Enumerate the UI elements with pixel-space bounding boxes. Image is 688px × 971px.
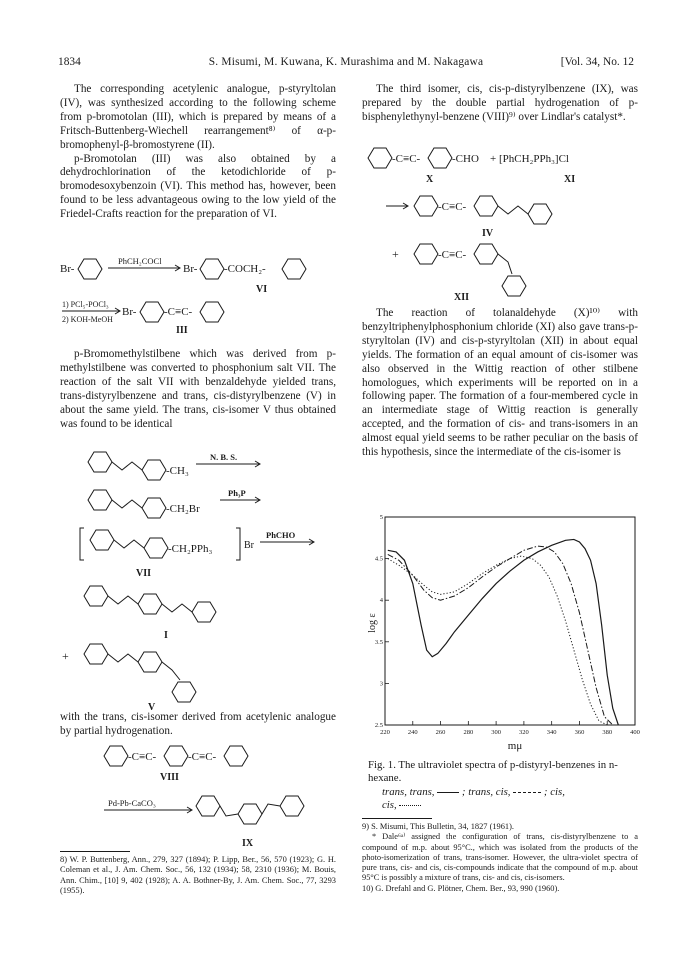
caption-legend: [368, 786, 636, 813]
benzene-ring: [200, 259, 224, 279]
reagent-ph3p: Ph₃P: [228, 488, 246, 498]
label-IX: IX: [242, 838, 254, 849]
plot-area-border: [385, 517, 635, 725]
reagent-phch2cocl: PhCH₂COCl: [118, 256, 162, 266]
label-VII: VII: [136, 568, 152, 579]
benzene-ring: [90, 530, 114, 550]
vinylene-bond: [498, 206, 528, 214]
benzene-ring: [414, 244, 438, 264]
paragraph-phosphonium: p-Bromomethylstilbene which was derived from p-methylstilbene was converted to phosphonium salt VII. The reaction of the salt VII with benzaldehyde yielded trans, trans-distyrylbenzene and trans, cis-distyrylbenzene (V) in about the same yield. The trans, cis-isomer V thus obtained was found to be identical: [60, 348, 336, 430]
series-line-dash-dot: [388, 546, 613, 725]
label-III: III: [176, 325, 188, 336]
benzene-ring: [164, 746, 188, 766]
scheme-cis-cis: [60, 742, 336, 850]
benzene-ring: [414, 196, 438, 216]
benzene-ring: [528, 204, 552, 224]
left-intro-text: [60, 83, 336, 222]
benzene-ring: [84, 586, 108, 606]
chart-frame: [385, 517, 635, 725]
triple-bond-group: -C≡C-: [128, 751, 157, 763]
paragraph-styryltolan: The corresponding acetylenic analogue, p-styryltolan (IV), was synthesized according to the following scheme from p-bromotolan (III), which is prepared by means of a Fritsch-Buttenberg-Wiechell rearrangement⁸⁾ of α-p-bromophenyl-β-bromostyrene (II).: [60, 83, 336, 151]
benzene-ring: [474, 196, 498, 216]
running-header: [58, 56, 634, 74]
vinylene-bond: [162, 604, 192, 612]
footnote-9: 9) S. Misumi, This Bulletin, 34, 1827 (1961).: [362, 822, 514, 831]
reagent-lindlar: Pd-Pb-CaCO₃: [108, 798, 156, 808]
vinylene-bond: [108, 654, 138, 662]
scheme-tolanaldehyde: [362, 144, 638, 302]
benzene-ring: [238, 804, 262, 824]
salt-bracket-left: [80, 528, 84, 560]
label-V: V: [148, 702, 156, 713]
benzene-ring: [140, 302, 164, 322]
label-XI: XI: [564, 174, 576, 185]
benzene-ring: [78, 259, 102, 279]
page-number: 1834: [58, 56, 81, 68]
legend-solid-line: [437, 792, 459, 793]
label-XII: XII: [454, 292, 470, 303]
benzene-ring: [192, 602, 216, 622]
legend-trans-trans: trans, trans,: [382, 785, 435, 798]
paragraph-bromotolan: p-Bromotolan (III) was also obtained by a dehydrochlorination of the ketodichloride of p-bromodesoxybenzoin (VI). This method has, however, been found to be less advantageous owing to the low yield of the Friedel-Crafts reaction for the preparation of VI.: [60, 152, 336, 221]
salt-bracket-right: [236, 528, 240, 560]
benzene-ring: [138, 594, 162, 614]
scheme-bromotolan: [60, 254, 336, 334]
cis-vinylene-bond: [162, 662, 180, 680]
series-line-dotted: [388, 556, 607, 725]
benzene-ring: [138, 652, 162, 672]
left-middle-text: [60, 348, 336, 431]
label-VI: VI: [256, 284, 268, 295]
x-tick-label: 400: [630, 729, 640, 736]
figure-caption: [368, 759, 636, 813]
y-tick-label: 3.5: [374, 638, 383, 646]
x-tick-label: 360: [574, 729, 585, 736]
y-tick-label: 4: [379, 597, 383, 605]
cis-vinylene-bond: [262, 804, 280, 814]
benzene-ring: [282, 259, 306, 279]
footnote-rule-left: [60, 851, 130, 852]
cis-vinylene-bond: [220, 806, 238, 816]
label-X: X: [426, 174, 434, 185]
coch2-group: -COCH₂-: [224, 263, 266, 275]
x-tick-label: 240: [407, 729, 418, 736]
benzene-ring: [224, 746, 248, 766]
vinylene-bond: [114, 540, 144, 548]
right-intro-text: [362, 83, 638, 125]
benzene-ring: [104, 746, 128, 766]
bromide-anion: Br: [244, 540, 254, 551]
author-line: S. Misumi, M. Kuwana, K. Murashima and M. Nakagawa: [208, 56, 484, 68]
y-tick-label: 4.5: [374, 555, 383, 563]
benzene-ring: [196, 796, 220, 816]
benzene-ring: [474, 244, 498, 264]
footnote-star: * Dale⁶ᵃ⁾ assigned the configuration of trans, cis-distyrylbenzene to a compound of m.p. about 95°C., which was isolated from the products of the photo-isomerization of trans, trans-isomer. However, the ultra-violet spectra of pure trans, cis- and cis, cis-compounds indicate that the compound of m.p. about 95°C is possibly a mixture of trans, cis- and cis, cis-isomers.: [362, 832, 638, 883]
left-end-text: [60, 711, 336, 739]
reagent-nbs: N. B. S.: [210, 452, 238, 462]
reagent-pcl5: 1) PCl₅-POCl₃: [62, 300, 109, 309]
footnote-10: 10) G. Drefahl and G. Plötner, Chem. Ber., 93, 990 (1960).: [362, 883, 560, 893]
benzene-ring: [502, 276, 526, 296]
x-tick-label: 320: [519, 729, 529, 736]
y-tick-label: 2.5: [374, 722, 383, 729]
benzene-ring: [368, 148, 392, 168]
cis-vinylene-bond: [498, 254, 512, 274]
x-tick-label: 220: [380, 729, 390, 736]
legend-cis-cis-b: cis,: [382, 799, 397, 812]
plus-sign: +: [62, 649, 69, 663]
paragraph-third-isomer: The third isomer, cis, cis-p-distyrylbenzene (IX), was prepared by the double partial hydrogenation of p-bisphenylethynyl-benzene (VIII)⁹⁾ over Lindlar's catalyst*.: [362, 83, 638, 123]
legend-dotted-line: [399, 805, 421, 806]
x-tick-label: 280: [463, 729, 474, 736]
vinylene-bond: [108, 596, 138, 604]
legend-trans-cis: ; trans, cis,: [461, 785, 511, 798]
reagent-koh: 2) KOH-MeOH: [62, 315, 113, 324]
benzene-ring: [172, 682, 196, 702]
y-tick-label: 3: [379, 680, 383, 688]
x-tick-label: 380: [602, 729, 613, 736]
benzene-ring: [88, 490, 112, 510]
x-tick-label: 340: [546, 729, 557, 736]
scheme-distyrylbenzene: [60, 448, 336, 713]
paragraph-hydrogenation: with the trans, cis-isomer derived from acetylenic analogue by partial hydrogenation.: [60, 711, 336, 737]
ch3-group: -CH₃: [166, 465, 189, 477]
vinylene-bond: [112, 462, 142, 470]
reagent-phcho: PhCHO: [266, 530, 296, 540]
triple-bond-group: -C≡C-: [392, 153, 421, 165]
y-axis-label: log ε: [367, 613, 378, 633]
x-axis-label: mμ: [507, 740, 523, 752]
caption-title: Fig. 1. The ultraviolet spectra of p-distyryl-benzenes in n-hexane.: [368, 759, 618, 785]
footnote-rule-right: [362, 818, 432, 819]
br-prefix-label-3: Br-: [122, 306, 137, 318]
legend-cis-cis-a: ; cis,: [543, 785, 565, 798]
vinylene-bond: [112, 500, 142, 508]
chart-series-group: [388, 539, 619, 725]
cho-group: -CHO: [452, 153, 479, 165]
phosphonium-salt: + [PhCH₂PPh₃]Cl: [490, 153, 569, 165]
triple-bond-group: -C≡C-: [164, 306, 193, 318]
benzene-ring: [88, 452, 112, 472]
ch2pph3-group: -CH₂PPh₃: [168, 543, 213, 555]
benzene-ring: [200, 302, 224, 322]
benzene-ring: [428, 148, 452, 168]
triple-bond-group-2: -C≡C-: [188, 751, 217, 763]
br-prefix-label-2: Br-: [183, 263, 198, 275]
paragraph-tolanaldehyde: The reaction of tolanaldehyde (X)¹⁰⁾ with benzyltriphenylphosphonium chloride (XI) also gave trans-p-styryltolan (IV) and cis-p-styryltolan (XII) in about equal yields. The formation of an equal amount of cis-isomer was also observed in the Wittig reaction of other stilbene homologues, which experiments will be reported on in a following paper. The formation of a four-membered cycle in an intermediate stage of Wittig reaction is generally accepted, and the formation of cis- and trans-isomers in an almost equal yield seems to be rather peculiar on the basis of this hypothesis, since the intermediate of the cis-isomer is: [362, 307, 638, 459]
label-VIII: VIII: [160, 772, 179, 783]
volume-info: [Vol. 34, No. 12: [560, 56, 634, 68]
benzene-ring: [142, 460, 166, 480]
label-IV: IV: [482, 228, 494, 239]
footnote-8: 8) W. P. Buttenberg, Ann., 279, 327 (1894); P. Lipp, Ber., 56, 570 (1923); G. H. Coleman et al., J. Am. Chem. Soc., 56, 132 (1934); 58, 2310 (1936); M. Bouis, Ann. Chim., [10] 9, 402 (1928); A. A. Bothner-By, J. Am. Chem. Soc., 77, 3293 (1955).: [60, 855, 336, 895]
ch2br-group: -CH₂Br: [166, 503, 200, 515]
benzene-ring: [144, 538, 168, 558]
benzene-ring: [142, 498, 166, 518]
uv-spectra-chart: [367, 511, 638, 751]
right-wittig-text: [362, 307, 638, 460]
br-prefix-label: Br-: [60, 263, 75, 275]
label-I: I: [164, 630, 168, 641]
x-tick-label: 300: [491, 729, 501, 736]
benzene-ring: [84, 644, 108, 664]
triple-bond-group-3: -C≡C-: [438, 249, 467, 261]
benzene-ring: [280, 796, 304, 816]
footnotes-right: [362, 822, 638, 894]
plus-sign: +: [392, 247, 399, 261]
legend-dashdot-line: [513, 792, 541, 793]
y-tick-label: 5: [379, 514, 383, 521]
x-tick-label: 260: [435, 729, 446, 736]
triple-bond-group-2: -C≡C-: [438, 201, 467, 213]
